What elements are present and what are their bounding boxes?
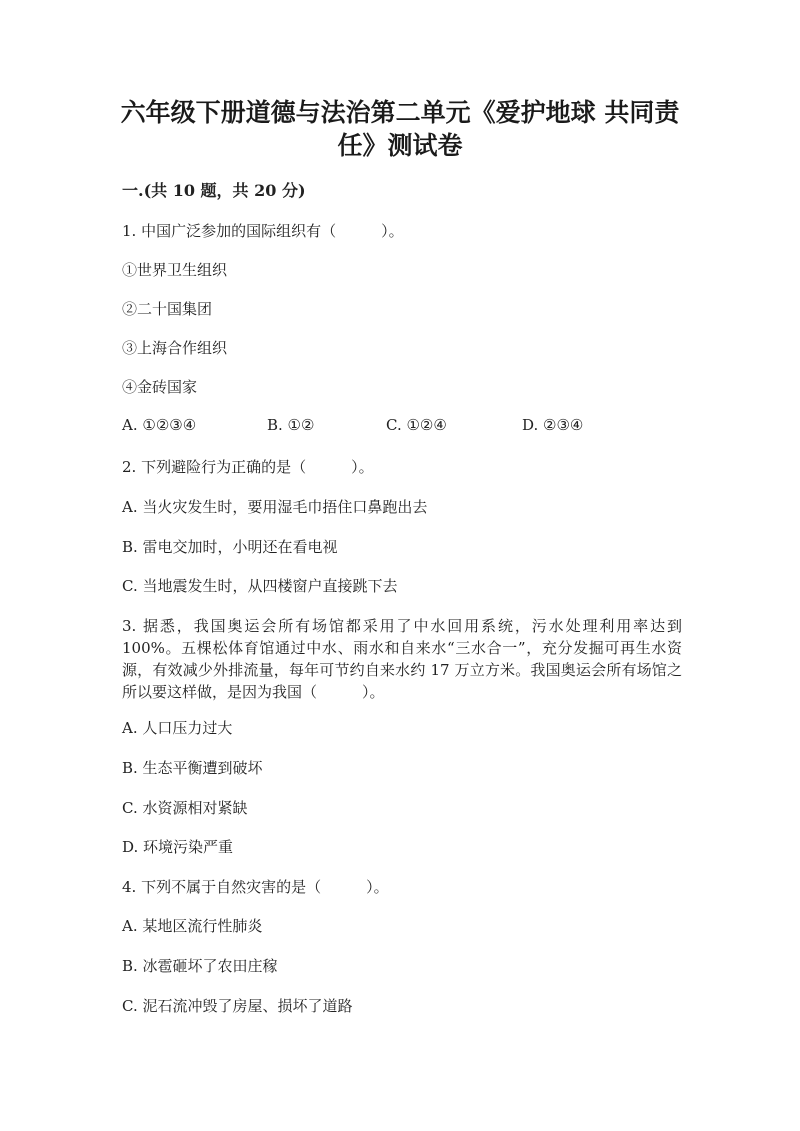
title-line-2: 任》测试卷 <box>337 131 463 160</box>
question-4-option-c[interactable]: C. 泥石流冲毁了房屋、损坏了道路 <box>122 997 353 1015</box>
question-1-item: ④金砖国家 <box>122 378 198 396</box>
question-2-option-b[interactable]: B. 雷电交加时，小明还在看电视 <box>122 538 338 556</box>
question-1-item: ③上海合作组织 <box>122 339 228 357</box>
page-title <box>110 96 690 162</box>
question-3-option-b[interactable]: B. 生态平衡遭到破坏 <box>122 759 263 777</box>
question-3-option-a[interactable]: A. 人口压力过大 <box>122 719 233 737</box>
question-2-option-c[interactable]: C. 当地震发生时，从四楼窗户直接跳下去 <box>122 577 398 595</box>
question-1-option-d[interactable]: D. ②③④ <box>522 416 584 434</box>
question-2-stem: 2. 下列避险行为正确的是（ ）。 <box>122 458 374 476</box>
question-2-option-a[interactable]: A. 当火灾发生时，要用湿毛巾捂住口鼻跑出去 <box>122 498 428 516</box>
question-1-item: ②二十国集团 <box>122 300 213 318</box>
question-1-item: ①世界卫生组织 <box>122 261 228 279</box>
question-4-option-b[interactable]: B. 冰雹砸坏了农田庄稼 <box>122 957 278 975</box>
question-1-stem: 1. 中国广泛参加的国际组织有（ ）。 <box>122 222 404 240</box>
section-heading: 一.(共 10 题，共 20 分) <box>122 181 306 200</box>
question-1-option-c[interactable]: C. ①②④ <box>386 416 447 434</box>
question-4-option-a[interactable]: A. 某地区流行性肺炎 <box>122 917 263 935</box>
question-3-option-d[interactable]: D. 环境污染严重 <box>122 838 234 856</box>
question-4-stem: 4. 下列不属于自然灾害的是（ ）。 <box>122 878 389 896</box>
question-1-option-a[interactable]: A. ①②③④ <box>122 416 197 434</box>
question-1-options <box>122 416 682 438</box>
question-3-stem: 3. 据悉，我国奥运会所有场馆都采用了中水回用系统，污水处理利用率达到 100%。五棵松体育馆通过中水、雨水和自来水“三水合一”，充分发掘可再生水资源，有效减少外排流量，每年可节约自来水约 17 万立方米。我国奥运会所有场馆之所以要这样做，是因为我国（ ）。 <box>122 617 682 701</box>
question-1-option-b[interactable]: B. ①② <box>267 416 315 434</box>
question-3-option-c[interactable]: C. 水资源相对紧缺 <box>122 799 248 817</box>
title-line-1: 六年级下册道德与法治第二单元《爱护地球 共同责 <box>120 98 680 127</box>
